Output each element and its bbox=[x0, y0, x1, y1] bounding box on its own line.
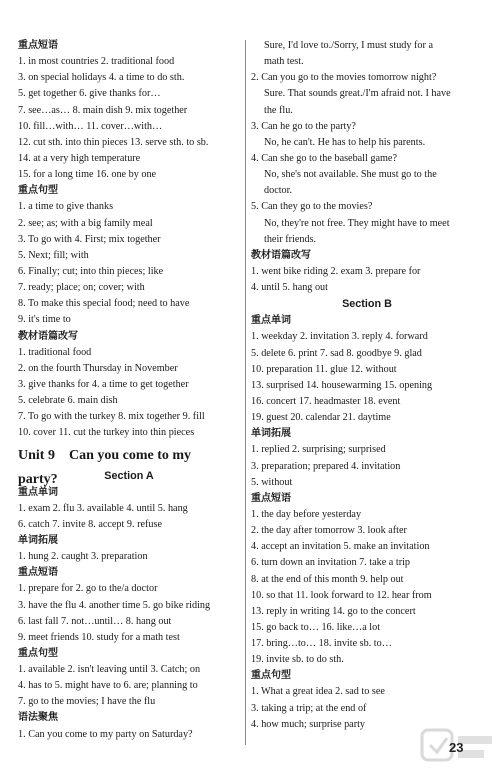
answer-line: 10. so that 11. look forward to 12. hear from bbox=[251, 589, 432, 601]
column-divider bbox=[245, 40, 246, 745]
unit-label: Unit 9 bbox=[18, 447, 55, 463]
section-heading: 单词拓展 bbox=[251, 428, 291, 440]
answer-line: 5. get together 6. give thanks for… bbox=[18, 88, 161, 100]
section-heading: 教材语篇改写 bbox=[18, 330, 78, 342]
page-number: 23 bbox=[449, 740, 464, 755]
answer-line: 3. preparation; prepared 4. invitation bbox=[251, 460, 401, 472]
section-heading: 语法聚焦 bbox=[18, 712, 58, 724]
answer-line: 4. Can she go to the baseball game? bbox=[251, 152, 397, 164]
unit-name: Can you come to my party? bbox=[18, 447, 192, 487]
answer-line: 17. bring…to… 18. invite sb. to… bbox=[251, 638, 392, 650]
answer-line: math test. bbox=[264, 56, 304, 68]
answer-line: 4. accept an invitation 5. make an invitation bbox=[251, 541, 430, 553]
answer-line: Sure. That sounds great./I'm afraid not. I have bbox=[264, 88, 451, 100]
answer-line: 6. Finally; cut; into thin pieces; like bbox=[18, 265, 164, 277]
answer-line: 4. has to 5. might have to 6. are; planning to bbox=[18, 680, 198, 692]
answer-line: 2. on the fourth Thursday in November bbox=[18, 362, 178, 374]
answer-line: 1. went bike riding 2. exam 3. prepare for bbox=[251, 265, 421, 277]
answer-line: the flu. bbox=[264, 104, 293, 116]
answer-line: 2. see; as; with a big family meal bbox=[18, 217, 153, 229]
answer-line: 6. turn down an invitation 7. take a trip bbox=[251, 557, 411, 569]
answer-line: 4. until 5. hang out bbox=[251, 282, 328, 294]
answer-line: their friends. bbox=[264, 233, 317, 245]
answer-line: 1. weekday 2. invitation 3. reply 4. forward bbox=[251, 331, 428, 343]
answer-line: 5. Can they go to the movies? bbox=[251, 201, 373, 213]
section-heading: 重点短语 bbox=[18, 40, 58, 51]
section-heading: 重点句型 bbox=[251, 670, 291, 682]
answer-line: 14. at a very high temperature bbox=[18, 152, 141, 164]
section-heading: 重点短语 bbox=[251, 492, 291, 504]
answer-line: No, she's not available. She must go to the bbox=[264, 169, 437, 181]
answer-line: 9. meet friends 10. study for a math test bbox=[18, 631, 180, 643]
answer-line: 1. replied 2. surprising; surprised bbox=[251, 444, 386, 456]
answer-line: 13. surprised 14. housewarming 15. opening bbox=[251, 379, 433, 391]
section-title: Section A bbox=[104, 469, 154, 482]
answer-line: 4. how much; surprise party bbox=[251, 718, 366, 730]
answer-line: 5. Next; fill; with bbox=[18, 249, 89, 261]
answer-line: 1. the day before yesterday bbox=[251, 508, 362, 520]
answer-line: 7. go to the movies; I have the flu bbox=[18, 696, 156, 708]
answer-line: Sure, I'd love to./Sorry, I must study for a bbox=[264, 40, 433, 51]
answer-line: 3. have the flu 4. another time 5. go bike riding bbox=[18, 599, 211, 611]
answer-line: 1. traditional food bbox=[18, 346, 92, 358]
answer-line: 12. cut sth. into thin pieces 13. serve sth. to sb. bbox=[18, 136, 209, 148]
answer-line: 1. in most countries 2. traditional food bbox=[18, 56, 175, 68]
answer-line: 3. on special holidays 4. a time to do sth. bbox=[18, 72, 185, 84]
answer-line: 7. ready; place; on; cover; with bbox=[18, 282, 145, 294]
answer-line: 3. taking a trip; at the end of bbox=[251, 702, 367, 714]
section-heading: 单词拓展 bbox=[18, 534, 58, 546]
section-title: Section B bbox=[342, 298, 392, 311]
section-heading: 重点单词 bbox=[251, 315, 291, 327]
answer-line: 2. Can you go to the movies tomorrow night? bbox=[251, 72, 437, 84]
answer-line: 1. hung 2. caught 3. preparation bbox=[18, 551, 148, 563]
section-heading: 重点句型 bbox=[18, 185, 58, 197]
answer-line: 1. exam 2. flu 3. available 4. until 5. hang bbox=[18, 502, 188, 514]
answer-line: No, he can't. He has to help his parents. bbox=[264, 136, 426, 148]
answer-line: 10. fill…with… 11. cover…with… bbox=[18, 120, 163, 132]
answer-line: 1. Can you come to my party on Saturday? bbox=[18, 728, 193, 740]
right-column bbox=[251, 38, 483, 733]
answer-line: 1. a time to give thanks bbox=[18, 201, 114, 213]
answer-line: 5. without bbox=[251, 476, 293, 488]
answer-line: 6. last fall 7. not…until… 8. hang out bbox=[18, 615, 172, 627]
answer-line: 8. at the end of this month 9. help out bbox=[251, 573, 404, 585]
answer-line: 7. To go with the turkey 8. mix together 9. fill bbox=[18, 411, 205, 423]
answer-line: 15. for a long time 16. one by one bbox=[18, 169, 157, 181]
section-heading: 教材语篇改写 bbox=[251, 249, 311, 261]
answer-line: 1. What a great idea 2. sad to see bbox=[251, 686, 385, 698]
answer-line: 7. see…as… 8. main dish 9. mix together bbox=[18, 104, 188, 116]
answer-line: 19. invite sb. to do sth. bbox=[251, 654, 344, 666]
answer-line: No, they're not free. They might have to meet bbox=[264, 217, 450, 229]
section-heading: 重点短语 bbox=[18, 567, 58, 579]
answer-line: 2. the day after tomorrow 3. look after bbox=[251, 525, 407, 537]
answer-line: 8. To make this special food; need to have bbox=[18, 298, 190, 310]
answer-line: 13. reply in writing 14. go to the concert bbox=[251, 605, 416, 617]
section-heading: 重点单词 bbox=[18, 486, 58, 498]
answer-line: 3. give thanks for 4. a time to get together bbox=[18, 378, 189, 390]
answer-line: 6. catch 7. invite 8. accept 9. refuse bbox=[18, 518, 162, 530]
answer-line: 5. celebrate 6. main dish bbox=[18, 395, 118, 407]
left-column bbox=[18, 38, 240, 743]
answer-line: doctor. bbox=[264, 185, 293, 197]
answer-line: 9. it's time to bbox=[18, 314, 71, 326]
answer-line: 10. preparation 11. glue 12. without bbox=[251, 363, 397, 375]
answer-line: 16. concert 17. headmaster 18. event bbox=[251, 395, 401, 407]
answer-line: 19. guest 20. calendar 21. daytime bbox=[251, 412, 391, 424]
answer-line: 1. available 2. isn't leaving until 3. Catch; on bbox=[18, 664, 201, 676]
answer-line: 3. To go with 4. First; mix together bbox=[18, 233, 161, 245]
answer-line: 1. prepare for 2. go to the/a doctor bbox=[18, 583, 158, 595]
section-heading: 重点句型 bbox=[18, 647, 58, 659]
answer-line: 5. delete 6. print 7. sad 8. goodbye 9. glad bbox=[251, 347, 422, 359]
answer-line: 3. Can he go to the party? bbox=[251, 120, 356, 132]
answer-line: 10. cover 11. cut the turkey into thin pieces bbox=[18, 427, 195, 439]
answer-line: 15. go back to… 16. like…a lot bbox=[251, 621, 381, 633]
